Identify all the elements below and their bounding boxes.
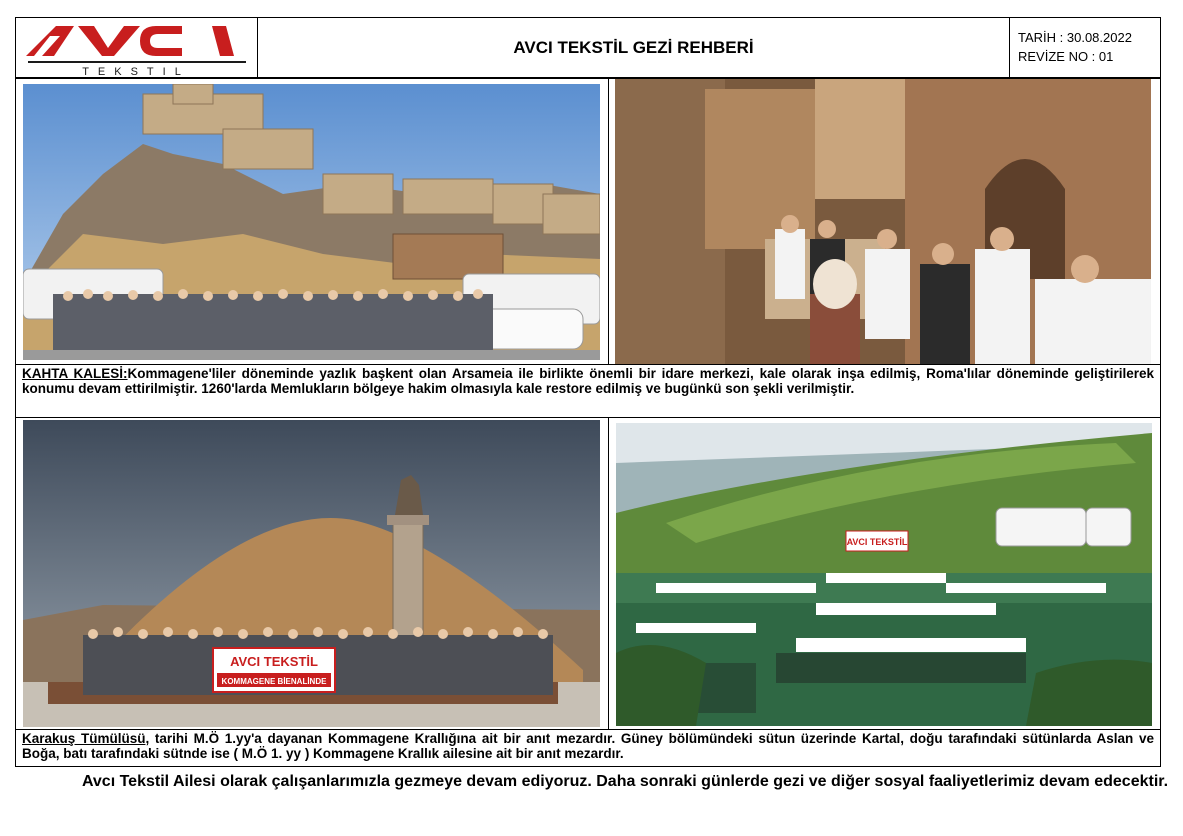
banner-text-line2: KOMMAGENE BİENALİNDE — [221, 677, 327, 686]
caption-karakus-text: , tarihi M.Ö 1.yy'a dayanan Kommagene Krallığına ait bir anıt mezardır. Güney bölümündeki sütun üzerinde Kartal, doğu tarafındaki sütünlarda Aslan ve Boğa, batı tarafındaki sütnde ise ( M.Ö 1. yy ) Kommagene Krallık ailesine ait bir anıt mezardır. — [22, 731, 1154, 761]
caption-kahta-text: Kommagene'liler döneminde yazlık başkent olan Arsameia ile birlikte önemli bir idare merkezi, kale olarak inşa edilmiş, Roma'lılar döneminde geliştirilerek konumu devam ettirilmiştir. 1260'larda Memlukların bölgeye hakim olmasıyla kale restore edilmiş ve bugünkü son şekli verilmiştir. — [22, 366, 1154, 396]
caption-kahta-castle — [15, 364, 1161, 418]
revision-number: REVİZE NO : 01 — [1018, 49, 1114, 64]
company-logo — [16, 18, 258, 77]
document-header — [15, 17, 1161, 78]
photo-row-kahta — [15, 78, 1161, 365]
footer-message: Avcı Tekstil Ailesi olarak çalışanlarımızla gezmeye devam ediyoruz. Daha sonraki günlerde gezi ve diğer sosyal faaliyetlerimiz devam edecektir. — [81, 773, 1169, 790]
photo-kahta-castle-group — [23, 84, 600, 360]
caption-karakus-heading: Karakuş Tümülüsü — [22, 731, 146, 746]
logo-wordmark: TEKSTIL — [82, 66, 190, 77]
document-date: TARİH : 30.08.2022 — [1018, 30, 1132, 45]
caption-kahta-heading: KAHTA KALESİ: — [22, 366, 128, 381]
photo-kahta-stairs-visitors — [615, 79, 1151, 365]
dinner-banner-text: AVCI TEKSTİL — [846, 537, 908, 547]
document-title: AVCI TEKSTİL GEZİ REHBERİ — [258, 18, 1010, 77]
photo-group-dinner — [616, 423, 1152, 726]
banner-text-line1: AVCI TEKSTİL — [230, 654, 318, 669]
photo-row-karakus — [15, 417, 1161, 730]
caption-karakus-tumulus — [15, 729, 1161, 767]
document-meta — [1010, 18, 1160, 77]
photo-karakus-tumulus-group — [23, 420, 600, 727]
